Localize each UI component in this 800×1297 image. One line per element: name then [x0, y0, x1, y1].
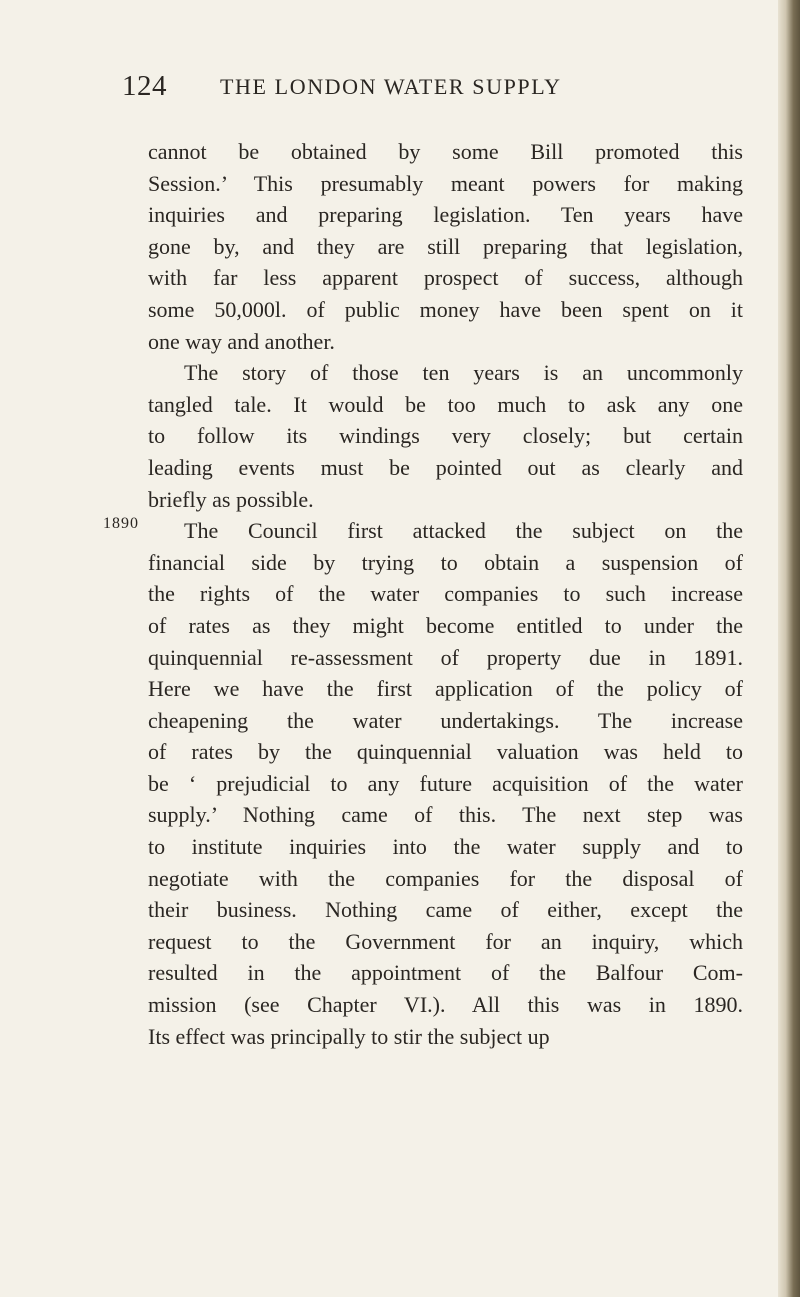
text-line: leading events must be pointed out as clearly and [148, 454, 743, 480]
text-line: one way and another. [148, 328, 335, 354]
text-line: with far less apparent prospect of success, although [148, 265, 743, 291]
text-line: mission (see Chapter VI.). All this was in 1890. [148, 992, 743, 1018]
running-head: THE LONDON WATER SUPPLY [220, 74, 562, 99]
text-line: of rates by the quinquennial valuation was held to [148, 739, 743, 765]
text-line: supply.’ Nothing came of this. The next step was [148, 802, 743, 828]
text-line: gone by, and they are still preparing that legislation, [148, 233, 743, 259]
text-line: quinquennial re-assessment of property due in 1891. [148, 644, 743, 670]
text-line: request to the Government for an inquiry, which [148, 928, 743, 954]
text-line: negotiate with the companies for the disposal of [148, 865, 743, 891]
text-line: be ‘ prejudicial to any future acquisition of the water [148, 770, 743, 796]
text-line: their business. Nothing came of either, except the [148, 897, 743, 923]
text-line: to institute inquiries into the water supply and to [148, 834, 743, 860]
page-header [122, 70, 722, 110]
text-line: The story of those ten years is an uncommonly [184, 360, 743, 386]
body-text [148, 136, 743, 1052]
text-line: briefly as possible. [148, 486, 314, 512]
page-number: 124 [122, 70, 167, 102]
text-line: Session.’ This presumably meant powers for making [148, 170, 743, 196]
text-line: inquiries and preparing legislation. Ten years have [148, 202, 743, 228]
text-line: resulted in the appointment of the Balfour Com- [148, 960, 743, 986]
text-line: to follow its windings very closely; but certain [148, 423, 743, 449]
text-line: cheapening the water undertakings. The increase [148, 707, 743, 733]
text-line: some 50,000l. of public money have been spent on it [148, 296, 743, 322]
text-line: The Council first attacked the subject on the [184, 518, 743, 544]
text-line: financial side by trying to obtain a suspension of [148, 549, 743, 575]
text-line: cannot be obtained by some Bill promoted this [148, 139, 743, 164]
text-line: Here we have the first application of the policy of [148, 676, 743, 702]
page-binding-edge [778, 0, 800, 1297]
text-line: the rights of the water companies to such increase [148, 581, 743, 607]
text-line: Its effect was principally to stir the subject up [148, 1023, 550, 1049]
margin-note-year: 1890 [103, 515, 139, 532]
text-line: tangled tale. It would be too much to ask any one [148, 391, 743, 417]
text-line: of rates as they might become entitled to under the [148, 612, 743, 638]
